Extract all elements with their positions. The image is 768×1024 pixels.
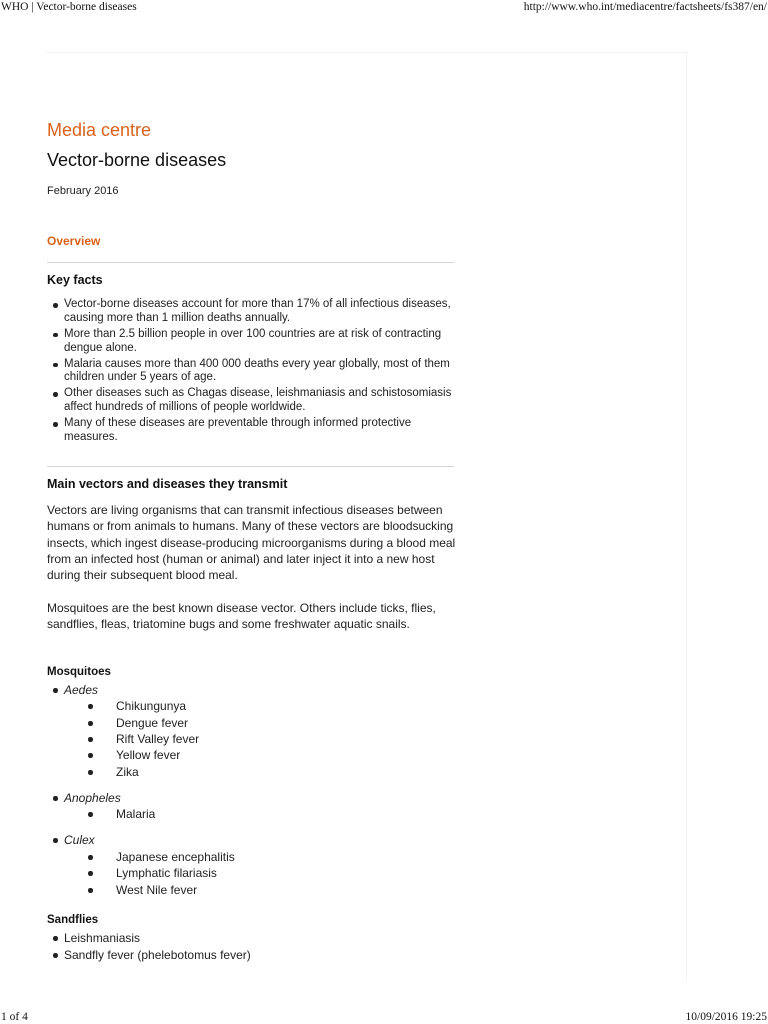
list-item: Vector-borne diseases account for more than 17% of all infectious diseases, causing more than 1 million deaths annually.: [47, 298, 457, 326]
disease-item: West Nile fever: [116, 883, 198, 897]
key-facts-list: [47, 298, 457, 447]
mosquitoes-heading: Mosquitoes: [47, 666, 111, 678]
list-item: Malaria causes more than 400 000 deaths every year globally, most of them children under 5 years of age.: [47, 358, 457, 386]
main-vectors-heading: Main vectors and diseases they transmit: [47, 477, 288, 491]
print-datetime: 10/09/2016 19:25: [685, 1011, 767, 1023]
print-header-title: WHO | Vector-borne diseases: [1, 1, 137, 13]
main-vectors-paragraph-1: Vectors are living organisms that can transmit infectious diseases between humans or from animals to humans. Many of these vectors are bloodsucking insects, which ingest disease-producing microorganisms during a blood meal from an infected host (human or animal) and later inject it into a new host during their subsequent blood meal.: [47, 503, 456, 583]
disease-item: Japanese encephalitis: [116, 850, 235, 864]
list-item: Leishmaniasis: [47, 931, 140, 945]
list-item: Many of these diseases are preventable through informed protective measures.: [47, 417, 457, 445]
list-item: Other diseases such as Chagas disease, leishmaniasis and schistosomiasis affect hundreds of millions of people worldwide.: [47, 387, 457, 415]
divider: [47, 262, 454, 263]
page-number: 1 of 4: [1, 1011, 28, 1023]
genus-anopheles: Anopheles: [47, 791, 121, 805]
print-footer: [0, 1008, 768, 1024]
disease-item: Yellow fever: [116, 748, 181, 762]
publication-date: February 2016: [47, 185, 119, 197]
genus-aedes: Aedes: [47, 683, 98, 697]
disease-item: Chikungunya: [116, 699, 187, 713]
key-facts-heading: Key facts: [47, 273, 103, 287]
overview-label: Overview: [47, 234, 101, 248]
section-label: Media centre: [47, 120, 152, 140]
divider: [47, 466, 454, 467]
page-title: Vector-borne diseases: [47, 150, 227, 170]
disease-item: Rift Valley fever: [116, 732, 200, 746]
sandflies-heading: Sandflies: [47, 914, 99, 926]
genus-culex: Culex: [47, 833, 95, 847]
disease-item: Dengue fever: [116, 716, 189, 730]
disease-item: Zika: [116, 765, 139, 779]
print-header-url: http://www.who.int/mediacentre/factsheets/fs387/en/: [523, 1, 767, 13]
list-item: More than 2.5 billion people in over 100 countries are at risk of contracting dengue alone.: [47, 328, 457, 356]
main-vectors-paragraph-2: Mosquitoes are the best known disease vector. Others include ticks, flies, sandflies, fleas, triatomine bugs and some freshwater aquatic snails.: [47, 601, 436, 632]
disease-item: Lymphatic filariasis: [116, 866, 217, 880]
print-header: [0, 0, 768, 16]
list-item: Sandfly fever (phelebotomus fever): [47, 948, 251, 962]
disease-item: Malaria: [116, 807, 156, 821]
